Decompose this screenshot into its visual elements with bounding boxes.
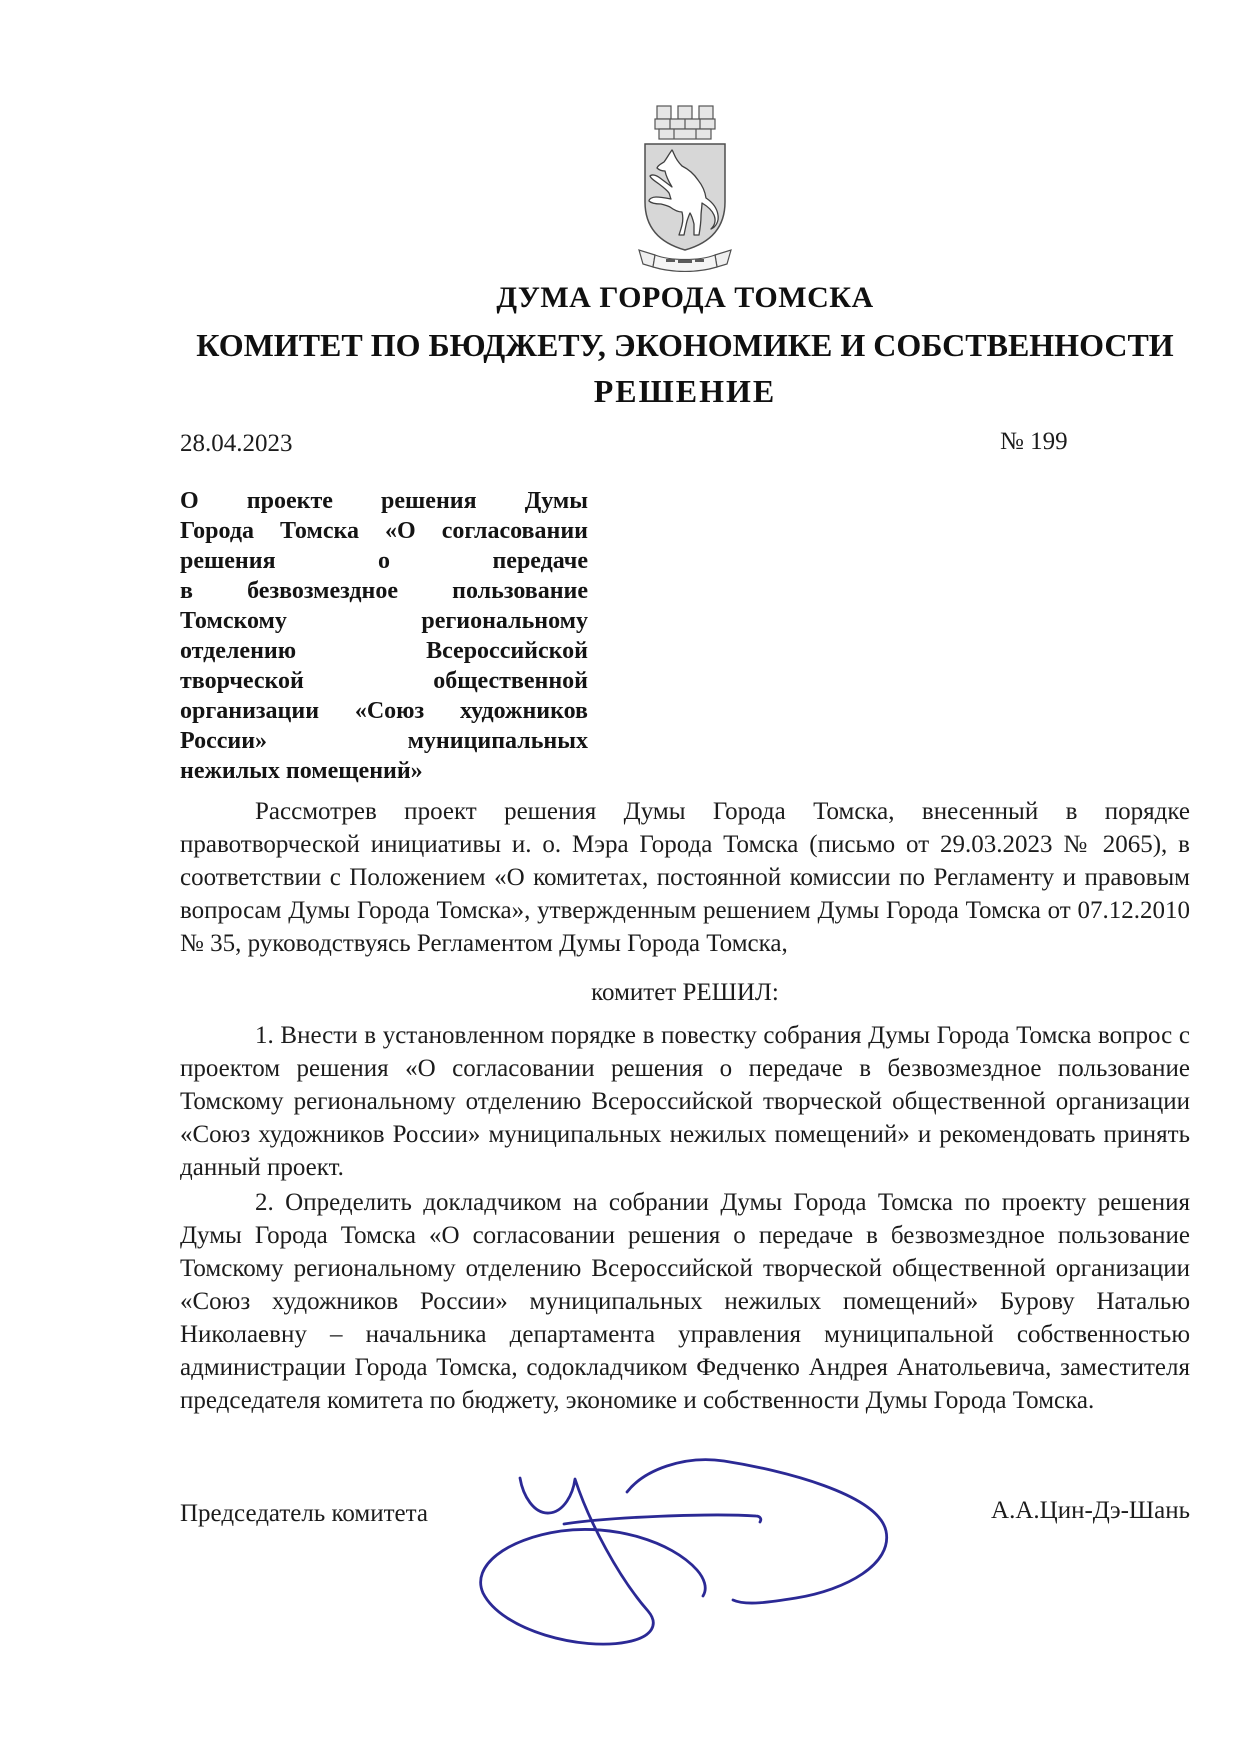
subject-line: в безвозмездное пользование: [180, 578, 588, 604]
motto-ribbon: [639, 250, 731, 272]
subject-line: Города Томска «О согласовании: [180, 518, 588, 544]
signature-stroke-circle: [627, 1460, 887, 1603]
resolved-heading: комитет РЕШИЛ:: [591, 979, 779, 1006]
signature-scribble: [430, 1430, 900, 1660]
subject-line: организации «Союз художников: [180, 698, 588, 724]
document-number: № 199: [1000, 428, 1068, 455]
document-type-title: РЕШЕНИЕ: [593, 373, 777, 409]
subject-line: О проекте решения Думы: [180, 488, 588, 514]
signature-stroke-left: [481, 1478, 706, 1644]
mural-crown: [655, 106, 715, 139]
subject-line: Томскому региональному: [180, 608, 588, 634]
tomsk-coat-of-arms-icon: [633, 100, 737, 272]
subject-line: отделению Всероссийской: [180, 638, 588, 664]
resolution-item-1: 1. Внести в установленном порядке в повестку собрания Думы Города Томска вопрос с проектом решения «О согласовании решения о передаче в безвозмездное пользование Томскому региональному отделению Всероссийской творческой общественной организации «Союз художников России» муниципальных нежилых помещений» и рекомендовать принять данный проект.: [180, 1022, 1190, 1181]
document-date: 28.04.2023: [180, 430, 293, 457]
subject-line: решения о передаче: [180, 548, 588, 574]
signatory-name: А.А.Цин-Дэ-Шань: [991, 1497, 1190, 1524]
preamble-paragraph: Рассмотрев проект решения Думы Города Томска, внесенный в порядке правотворческой инициативы и. о. Мэра Города Томска (письмо от 29.03.2023 № 2065), в соответствии с Положением «О комитетах, постоянной комиссии по Регламенту и правовым вопросам Думы Города Томска», утвержденным решением Думы Города Томска от 07.12.2010 № 35, руководствуясь Регламентом Думы Города Томска,: [180, 798, 1190, 957]
organization-title: ДУМА ГОРОДА ТОМСКА: [496, 281, 874, 314]
resolution-item-2: 2. Определить докладчиком на собрании Думы Города Томска по проекту решения Думы Города Томска «О согласовании решения о передаче в безвозмездное пользование Томскому региональному отделению Всероссийской творческой общественной организации «Союз художников России» муниципальных нежилых помещений» Бурову Наталью Николаевну – начальника департамента управления муниципальной собственностью администрации Города Томска, содокладчиком Федченко Андрея Анатольевича, заместителя председателя комитета по бюджету, экономике и собственности Думы Города Томска.: [180, 1189, 1190, 1414]
subject-line: творческой общественной: [180, 668, 588, 694]
subject-line: нежилых помещений»: [180, 758, 423, 784]
signatory-position: Председатель комитета: [180, 1500, 428, 1527]
subject-line: России» муниципальных: [180, 728, 588, 754]
committee-title: КОМИТЕТ ПО БЮДЖЕТУ, ЭКОНОМИКЕ И СОБСТВЕННОСТИ: [196, 327, 1174, 363]
subject-block: [180, 486, 588, 786]
